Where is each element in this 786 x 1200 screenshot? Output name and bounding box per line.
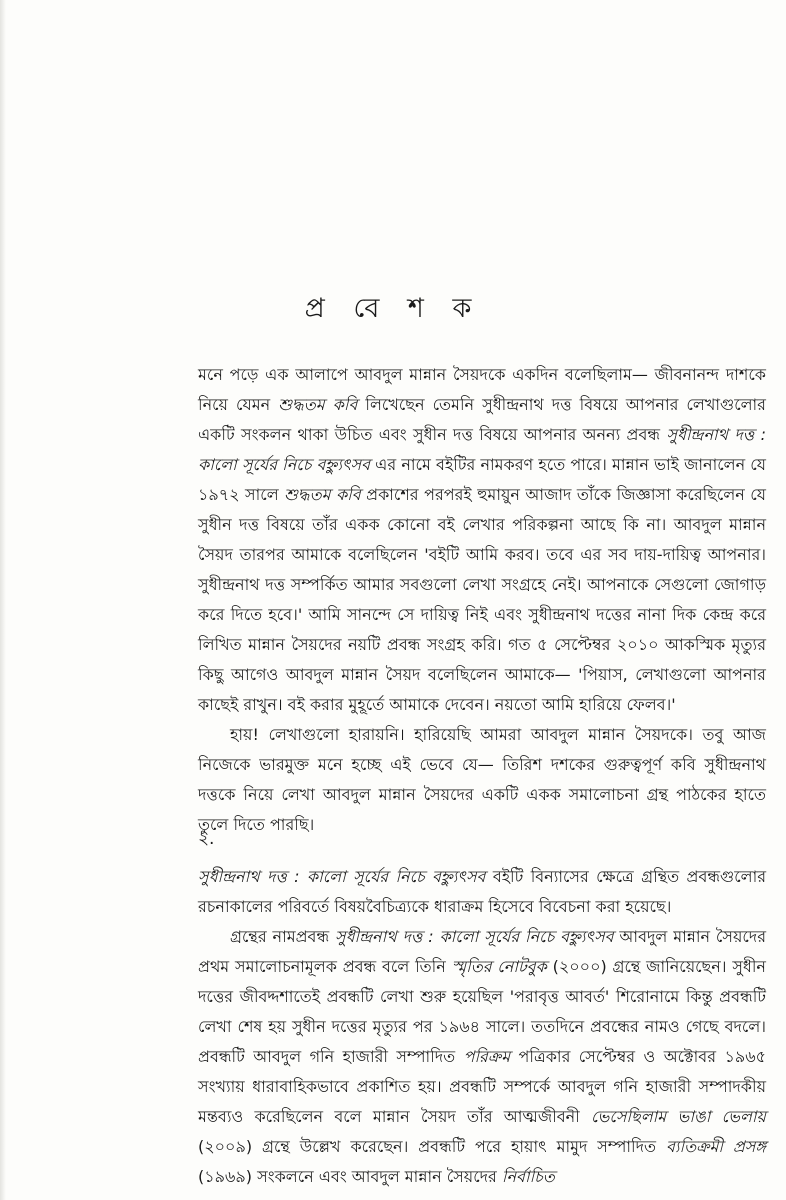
- text-run: পত্রিকার সেপ্টেম্বর ও অক্টোবর ১৯৬৫ সংখ্যায় ধারাবাহিকভাবে প্রকাশিত হয়। প্রবন্ধটি সম্পর্কে আবদুল গনি হাজারী সম্পাদকীয় মন্তব্যও করেছিলেন বলে মান্নান সৈয়দ তাঁর আত্মজীবনী: [198, 1047, 766, 1126]
- text-run: (২০০০) গ্রন্থে জানিয়েছেন। সুধীন দত্তের জীবদ্দশাতেই প্রবন্ধটি লেখা শুরু হয়েছিল 'পরাবৃত্ত আবর্ত' শিরোনামে কিন্তু প্রবন্ধটি লেখা শেষ হয় সুধীন দত্তের মৃত্যুর পর ১৯৬৪ সালে। ততদিনে প্রবন্ধের নামও গেছে বদলে। প্রবন্ধটি আবদুল গনি হাজারী সম্পাদিত: [198, 957, 766, 1066]
- page-edge: [0, 0, 6, 1200]
- text-run: লিখেছেন তেমনি সুধীন্দ্রনাথ দত্ত বিষয়ে আপনার লেখাগুলোর একটি সংকলন থাকা উচিত এবং সুধীন দত্ত বিষয়ে আপনার অনন্য প্রবন্ধ: [198, 395, 766, 444]
- paragraph-1: [198, 360, 766, 720]
- section-2: [198, 862, 766, 1192]
- text-run: গ্রন্থের নামপ্রবন্ধ: [230, 927, 335, 946]
- book-title-italic: নির্বাচিত: [501, 1167, 555, 1186]
- book-title-italic: সুধীন্দ্রনাথ দত্ত : কালো সূর্যের নিচে বহ্ন্যুৎসব: [198, 867, 486, 886]
- text-run: আবদুল মান্নান সৈয়দের প্রথম সমালোচনামূলক প্রবন্ধ বলে তিনি: [198, 927, 767, 976]
- section-number: ২.: [198, 829, 215, 849]
- paragraph-2: হায়! লেখাগুলো হারায়নি। হারিয়েছি আমরা আবদুল মান্নান সৈয়দকে। তবু আজ নিজেকে ভারমুক্ত মনে হচ্ছে এই ভেবে যে— তিরিশ দশকের গুরুত্বপূর্ণ কবি সুধীন্দ্রনাথ দত্তকে নিয়ে লেখা আবদুল মান্নান সৈয়দের একটি একক সমালোচনা গ্রন্থ পাঠকের হাতে তুলে দিতে পারছি।: [198, 725, 766, 834]
- text-run: মনে পড়ে এক আলাপে আবদুল মান্নান সৈয়দকে একদিন বলেছিলাম— জীবনানন্দ দাশকে নিয়ে যেমন: [198, 365, 766, 414]
- paragraph-3: [198, 862, 766, 922]
- book-title-italic: ব্যতিক্রমী প্রসঙ্গ: [665, 1137, 766, 1156]
- book-title-italic: সুধীন্দ্রনাথ দত্ত : কালো সূর্যের নিচে বহ্ন্যুৎসব: [335, 927, 614, 946]
- book-title-italic: স্মৃতির নোটবুক: [451, 957, 547, 976]
- text-run: এর নামে বইটির নামকরণ হতে পারে। মান্নান ভাই জানালেন যে ১৯৭২ সালে: [198, 455, 767, 504]
- journal-title-italic: পরিক্রম: [463, 1047, 511, 1066]
- paragraph-4: [198, 922, 766, 1192]
- book-title-italic: ভেসেছিলাম ভাঙা ভেলায়: [591, 1107, 766, 1126]
- book-title-italic: শুদ্ধতম কবি: [284, 485, 361, 504]
- book-title-italic: শুদ্ধতম কবি: [278, 395, 358, 414]
- book-title-italic: সুধীন্দ্রনাথ দত্ত : কালো সূর্যের নিচে বহ্ন্যুৎসব: [198, 425, 766, 474]
- section-1: [198, 360, 766, 840]
- page-title: প্র বে শ ক: [304, 293, 482, 324]
- text-run: (১৯৬৯) সংকলনে এবং আবদুল মান্নান সৈয়দের: [198, 1167, 502, 1186]
- text-run: বইটি বিন্যাসের ক্ষেত্রে গ্রন্থিত প্রবন্ধগুলোর রচনাকালের পরিবর্তে বিষয়বৈচিত্র্যকে ধারাক্রম হিসেবে বিবেচনা করা হয়েছে।: [198, 867, 767, 916]
- text-run: (২০০৯) গ্রন্থে উল্লেখ করেছেন। প্রবন্ধটি পরে হায়াৎ মামুদ সম্পাদিত: [198, 1137, 666, 1156]
- text-run: প্রকাশের পরপরই হুমায়ুন আজাদ তাঁকে জিজ্ঞাসা করেছিলেন যে সুধীন দত্ত বিষয়ে তাঁর একক কোনো বই লেখার পরিকল্পনা আছে কি না। আবদুল মান্নান সৈয়দ তারপর আমাকে বলেছিলেন 'বইটি আমি করব। তবে এর সব দায়-দায়িত্ব আপনার। সুধীন্দ্রনাথ দত্ত সম্পর্কিত আমার সবগুলো লেখা সংগ্রহে নেই। আপনাকে সেগুলো জোগাড় করে দিতে হবে।' আমি সানন্দে সে দায়িত্ব নিই এবং সুধীন্দ্রনাথ দত্তের নানা দিক কেন্দ্র করে লিখিত মান্নান সৈয়দের নয়টি প্রবন্ধ সংগ্রহ করি। গত ৫ সেপ্টেম্বর ২০১০ আকস্মিক মৃত্যুর কিছু আগেও আবদুল মান্নান সৈয়দ বলেছিলেন আমাকে— 'পিয়াস, লেখাগুলো আপনার কাছেই রাখুন। বই করার মুহূর্তে আমাকে দেবেন। নয়তো আমি হারিয়ে ফেলব।': [198, 485, 766, 714]
